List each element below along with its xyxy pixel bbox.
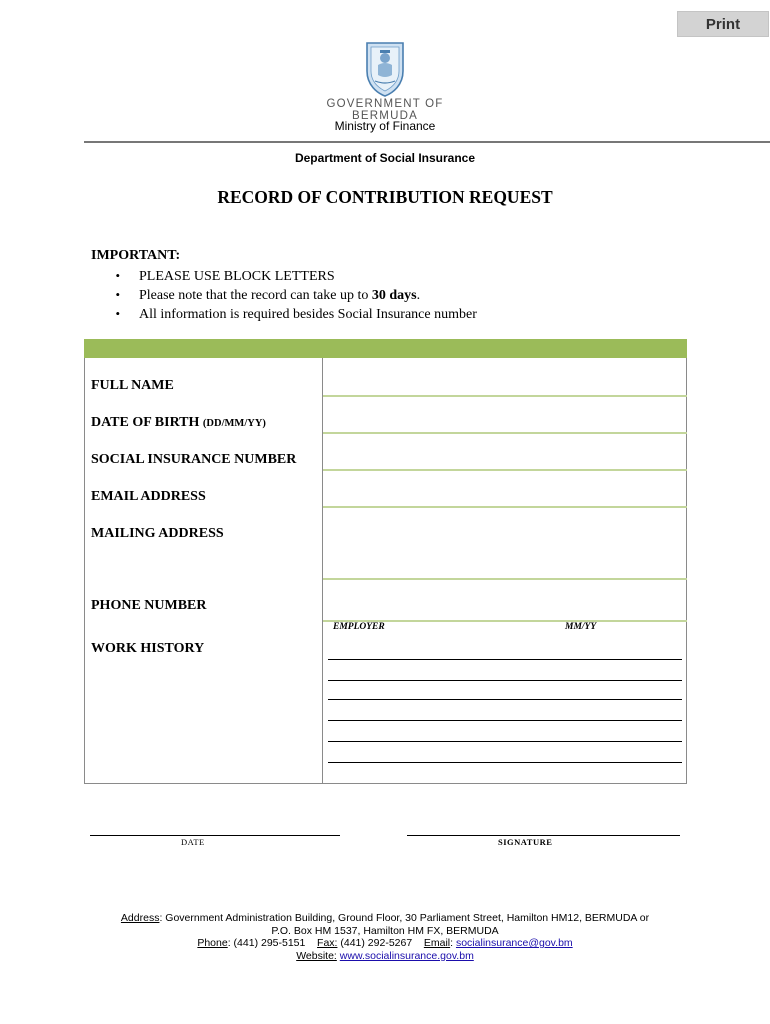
row-divider <box>323 432 687 434</box>
mmyy-column-header: MM/YY <box>565 622 597 632</box>
important-item: •All information is required besides Social Insurance number <box>91 304 477 323</box>
email-address-input[interactable] <box>324 472 685 505</box>
signature-line[interactable] <box>407 835 680 836</box>
form-title: RECORD OF CONTRIBUTION REQUEST <box>217 187 553 207</box>
mailing-address-label: MAILING ADDRESS <box>91 526 224 541</box>
work-history-line[interactable] <box>328 762 682 763</box>
work-history-label: WORK HISTORY <box>91 641 205 656</box>
signature-label: SIGNATURE <box>498 837 553 847</box>
full-name-input[interactable] <box>324 360 685 394</box>
row-divider <box>323 506 687 508</box>
website-link[interactable]: www.socialinsurance.gov.bm <box>339 949 474 962</box>
email-link[interactable]: socialinsurance@gov.bm <box>455 937 573 949</box>
important-list <box>91 266 477 323</box>
important-item: •PLEASE USE BLOCK LETTERS <box>91 266 477 285</box>
ministry-name: Ministry of Finance <box>334 119 436 133</box>
footer-phone-fax-email: Phone: (441) 295-5151 Fax: (441) 292-5267 Email: socialinsurance@gov.bm <box>197 937 573 949</box>
work-history-line[interactable] <box>328 741 682 742</box>
important-heading: IMPORTANT: <box>91 248 181 263</box>
work-history-line[interactable] <box>328 699 682 700</box>
column-divider <box>322 358 323 784</box>
footer-pobox: P.O. Box HM 1537, Hamilton HM FX, BERMUDA <box>271 924 499 937</box>
phone-number-label: PHONE NUMBER <box>91 598 207 613</box>
date-label: DATE <box>181 837 205 847</box>
government-name: GOVERNMENT OF BERMUDA <box>326 98 444 122</box>
row-divider <box>323 469 687 471</box>
work-history-line[interactable] <box>328 720 682 721</box>
form-header-bar <box>84 339 687 358</box>
phone-number-input[interactable] <box>324 581 685 619</box>
row-divider <box>323 395 687 397</box>
employer-column-header: EMPLOYER <box>333 622 385 632</box>
header-divider <box>84 141 770 143</box>
social-insurance-number-label: SOCIAL INSURANCE NUMBER <box>91 452 297 467</box>
work-history-line[interactable] <box>328 680 682 681</box>
department-name: Department of Social Insurance <box>294 151 476 165</box>
print-button[interactable]: Print <box>677 11 769 37</box>
important-item: •Please note that the record can take up to 30 days. <box>91 285 477 304</box>
mailing-address-input[interactable] <box>324 509 685 577</box>
date-line[interactable] <box>90 835 340 836</box>
footer-address: Address: Government Administration Building, Ground Floor, 30 Parliament Street, Hamilton HM12, BERMUDA or <box>120 912 650 924</box>
date-of-birth-input[interactable] <box>324 398 685 431</box>
footer-website: Website: www.socialinsurance.gov.bm <box>296 949 474 962</box>
social-insurance-number-input[interactable] <box>324 435 685 468</box>
dob-label: DATE OF BIRTH (DD/MM/YY) <box>91 415 266 430</box>
work-history-line[interactable] <box>328 659 682 660</box>
full-name-label: FULL NAME <box>91 378 174 393</box>
footer-contact <box>90 912 680 962</box>
coat-of-arms-icon <box>365 41 405 97</box>
email-address-label: EMAIL ADDRESS <box>91 489 206 504</box>
row-divider <box>323 578 687 580</box>
